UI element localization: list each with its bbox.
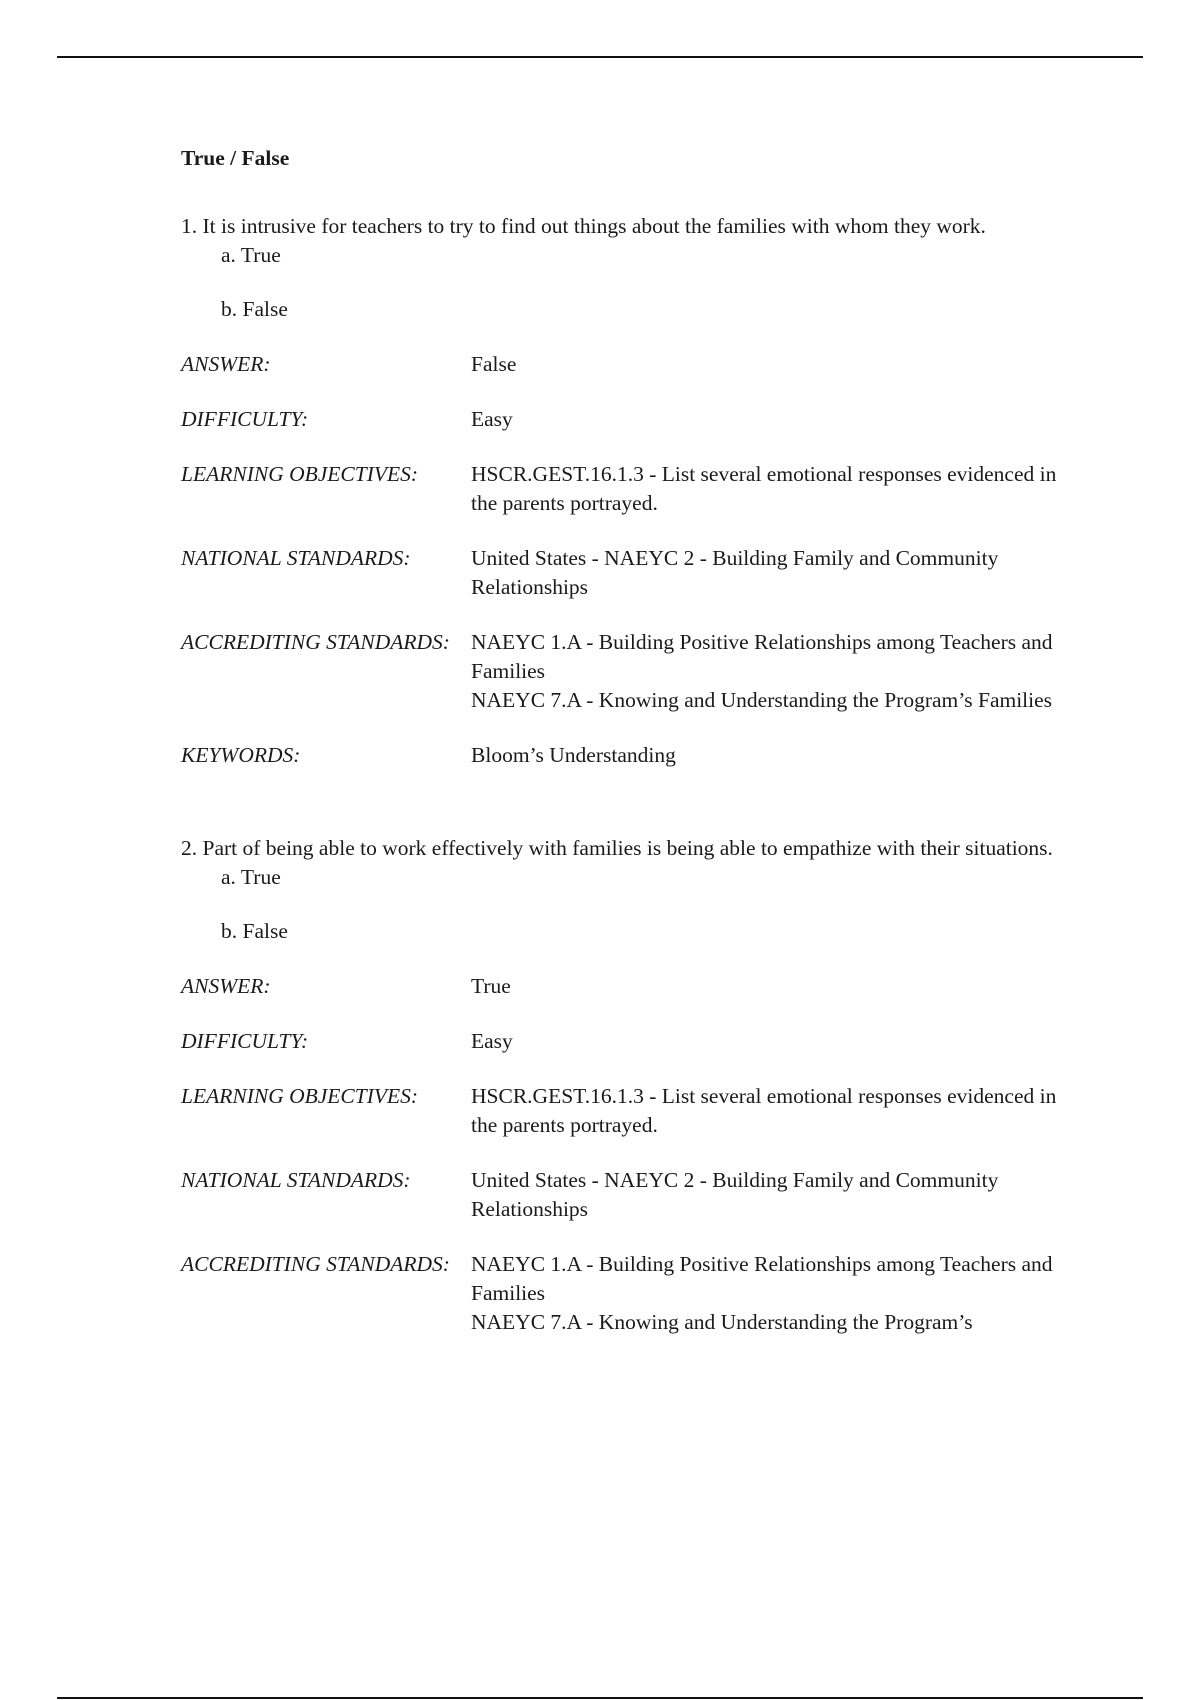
accrediting-standards-value (471, 628, 1081, 741)
national-standards-row (181, 1166, 1081, 1250)
option-a: a. True (221, 243, 281, 267)
accrediting-standard: NAEYC 1.A - Building Positive Relationships among Teachers and Families (471, 630, 1053, 683)
question-metadata (181, 350, 1081, 796)
keywords-row (181, 741, 1081, 796)
difficulty-label: DIFFICULTY: (181, 1029, 309, 1053)
accrediting-standard: NAEYC 1.A - Building Positive Relationships among Teachers and Families (471, 1252, 1053, 1305)
page-content (181, 144, 1081, 1363)
accrediting-standards-label: ACCREDITING STANDARDS: (181, 630, 450, 654)
option-b: b. False (221, 919, 288, 943)
option-b: b. False (221, 297, 288, 321)
top-rule (57, 56, 1143, 58)
answer-label: ANSWER: (181, 974, 271, 998)
bottom-rule (57, 1697, 1143, 1699)
question-metadata (181, 972, 1081, 1363)
difficulty-value: Easy (471, 407, 513, 431)
option-a: a. True (221, 865, 281, 889)
accrediting-standards-value (471, 1250, 1081, 1363)
keywords-value: Bloom’s Understanding (471, 743, 676, 767)
national-standards-value: United States - NAEYC 2 - Building Family and Community Relationships (471, 1168, 999, 1221)
accrediting-standards-row (181, 628, 1081, 741)
answer-row (181, 972, 1081, 1027)
difficulty-row (181, 1027, 1081, 1082)
national-standards-label: NATIONAL STANDARDS: (181, 546, 411, 570)
section-title: True / False (181, 146, 290, 170)
learning-objectives-label: LEARNING OBJECTIVES: (181, 462, 419, 486)
learning-objectives-value: HSCR.GEST.16.1.3 - List several emotional responses evidenced in the parents portrayed. (471, 1084, 1057, 1137)
difficulty-label: DIFFICULTY: (181, 407, 309, 431)
keywords-label: KEYWORDS: (181, 743, 301, 767)
learning-objectives-label: LEARNING OBJECTIVES: (181, 1084, 419, 1108)
national-standards-value: United States - NAEYC 2 - Building Family and Community Relationships (471, 546, 999, 599)
difficulty-row (181, 405, 1081, 460)
question-stem: 2. Part of being able to work effectively with families is being able to empathize with their situations. (181, 836, 1053, 860)
difficulty-value: Easy (471, 1029, 513, 1053)
question-1 (181, 212, 1081, 796)
answer-value: True (471, 974, 511, 998)
accrediting-standards-row (181, 1250, 1081, 1363)
accrediting-standards-label: ACCREDITING STANDARDS: (181, 1252, 450, 1276)
learning-objectives-value: HSCR.GEST.16.1.3 - List several emotional responses evidenced in the parents portrayed. (471, 462, 1057, 515)
question-stem: 1. It is intrusive for teachers to try to find out things about the families with whom they work. (181, 214, 986, 238)
national-standards-label: NATIONAL STANDARDS: (181, 1168, 411, 1192)
national-standards-row (181, 544, 1081, 628)
question-2 (181, 834, 1081, 1363)
learning-objectives-row (181, 460, 1081, 544)
accrediting-standard: NAEYC 7.A - Knowing and Understanding the Program’s Families (471, 688, 1053, 712)
learning-objectives-row (181, 1082, 1081, 1166)
answer-value: False (471, 352, 517, 376)
answer-label: ANSWER: (181, 352, 271, 376)
accrediting-standard: NAEYC 7.A - Knowing and Understanding the Program’s (471, 1310, 973, 1334)
answer-row (181, 350, 1081, 405)
